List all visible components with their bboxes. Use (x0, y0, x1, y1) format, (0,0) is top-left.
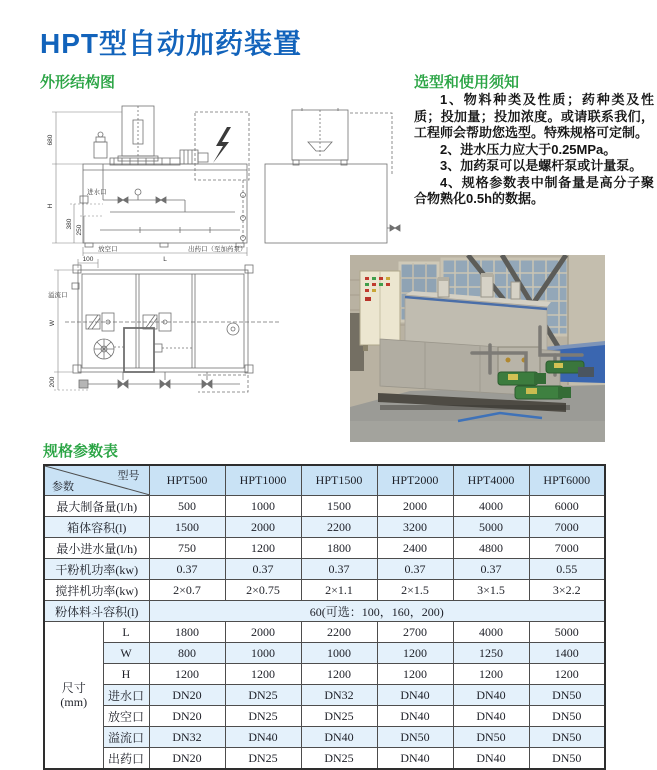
row-label: 干粉机功率(kw) (44, 559, 149, 580)
cell: DN40 (301, 727, 377, 748)
cell: DN25 (225, 685, 301, 706)
cell: 5000 (453, 517, 529, 538)
table-row (44, 538, 605, 559)
cell: 1000 (301, 643, 377, 664)
cell: DN40 (453, 685, 529, 706)
row-label: 放空口 (103, 706, 149, 727)
table-row (44, 727, 605, 748)
table-row (44, 517, 605, 538)
row-label: 进水口 (103, 685, 149, 706)
table-row (44, 685, 605, 706)
table-row (44, 580, 605, 601)
cell: 7000 (529, 517, 605, 538)
row-label: 最大制备量(l/h) (44, 496, 149, 517)
cell: 1800 (149, 622, 225, 643)
cell: 0.37 (301, 559, 377, 580)
cell: DN32 (149, 727, 225, 748)
cell: DN40 (225, 727, 301, 748)
table-row (44, 601, 605, 622)
cell: DN50 (377, 727, 453, 748)
cell: 500 (149, 496, 225, 517)
cell: 4000 (453, 622, 529, 643)
spec-table (43, 464, 606, 770)
table-row (44, 706, 605, 727)
row-label: H (103, 664, 149, 685)
cell: DN25 (225, 748, 301, 770)
cell: 1500 (149, 517, 225, 538)
row-label: L (103, 622, 149, 643)
cell: DN20 (149, 706, 225, 727)
dim-380-label: 380 (66, 218, 73, 230)
column-header: HPT500 (149, 465, 225, 496)
cell: 3×2.2 (529, 580, 605, 601)
row-label: 粉体料斗容积(l) (44, 601, 149, 622)
cell: 1200 (225, 664, 301, 685)
cell: 1500 (301, 496, 377, 517)
dimension-group-cell (44, 622, 103, 770)
dim-H-label: H (47, 203, 54, 209)
cell: 2000 (225, 517, 301, 538)
cell: DN40 (453, 706, 529, 727)
cell: 5000 (529, 622, 605, 643)
table-row (44, 664, 605, 685)
column-header: HPT4000 (453, 465, 529, 496)
cell: 1200 (453, 664, 529, 685)
cell: 2×1.5 (377, 580, 453, 601)
note-paragraph: 1、物料种类及性质；药种类及性质；投加量；投加浓度。或请联系我们，工程师会帮助您选型。特殊规格可定制。 (414, 92, 654, 140)
cell: 6000 (529, 496, 605, 517)
cell: 3×1.5 (453, 580, 529, 601)
cell: 0.37 (225, 559, 301, 580)
dim-200-label: 200 (49, 376, 56, 388)
table-corner-cell (44, 465, 149, 496)
equipment-photo (350, 255, 605, 442)
table-row (44, 496, 605, 517)
table-row (44, 643, 605, 664)
section-structure-heading: 外形结构图 (40, 74, 116, 91)
cell: 800 (149, 643, 225, 664)
row-label: 搅拌机功率(kw) (44, 580, 149, 601)
cell: 1250 (453, 643, 529, 664)
outlet-label: 出药口（至加药泵） (188, 246, 247, 253)
table-row (44, 622, 605, 643)
cell: 7000 (529, 538, 605, 559)
row-label: W (103, 643, 149, 664)
row-label: 最小进水量(l/h) (44, 538, 149, 559)
cell: 2×0.7 (149, 580, 225, 601)
dim-250-label: 250 (76, 224, 83, 236)
dim-680-label: 680 (47, 134, 54, 146)
cell: 0.37 (377, 559, 453, 580)
column-header: HPT2000 (377, 465, 453, 496)
cell: DN25 (301, 706, 377, 727)
table-row (44, 748, 605, 770)
cell: 1000 (225, 643, 301, 664)
cell: DN50 (529, 748, 605, 770)
cell: DN25 (301, 748, 377, 770)
dim-L-label: L (163, 256, 167, 263)
section-specs-heading: 规格参数表 (43, 443, 119, 460)
page-title: HPT型自动加药装置 (40, 28, 303, 59)
corner-param-label: 参数 (52, 481, 74, 493)
cell: DN25 (225, 706, 301, 727)
cell: 1200 (301, 664, 377, 685)
dim-100-label: 100 (82, 256, 94, 263)
cell: 750 (149, 538, 225, 559)
table-row (44, 559, 605, 580)
cell: DN50 (529, 685, 605, 706)
cell: DN40 (377, 706, 453, 727)
cell: 1200 (377, 664, 453, 685)
cell: 2×0.75 (225, 580, 301, 601)
cell: 3200 (377, 517, 453, 538)
cell: 4000 (453, 496, 529, 517)
cell: DN50 (529, 706, 605, 727)
drain-label: 放空口 (98, 246, 118, 253)
column-header: HPT1500 (301, 465, 377, 496)
cell: DN20 (149, 685, 225, 706)
column-header: HPT1000 (225, 465, 301, 496)
note-paragraph: 2、进水压力应大于0.25MPa。 (440, 141, 617, 157)
cell: 2200 (301, 517, 377, 538)
lightning-bolt-icon (213, 127, 231, 163)
note-paragraph: 3、加药泵可以是螺杆泵或计量泵。 (440, 158, 643, 173)
cell: 4800 (453, 538, 529, 559)
cell: 1400 (529, 643, 605, 664)
cell: 1200 (529, 664, 605, 685)
cell: 2×1.1 (301, 580, 377, 601)
cell: 2700 (377, 622, 453, 643)
note-paragraph: 4、规格参数表中制备量是高分子聚合物熟化0.5h的数据。 (414, 174, 654, 206)
cell: 1200 (377, 643, 453, 664)
row-label: 箱体容积(l) (44, 517, 149, 538)
cell: DN20 (149, 748, 225, 770)
dimension-group-unit: (mm) (60, 695, 88, 709)
cell: 2000 (225, 622, 301, 643)
dimension-group-label: 尺寸 (61, 681, 86, 695)
cell: 2200 (301, 622, 377, 643)
cell: 1200 (149, 664, 225, 685)
cell: DN32 (301, 685, 377, 706)
cell: 2400 (377, 538, 453, 559)
cell-span: 60(可选：100，160，200) (149, 601, 605, 622)
cell: 0.37 (149, 559, 225, 580)
row-label: 出药口 (103, 748, 149, 770)
plan-view-drawing (40, 256, 352, 445)
section-notes-heading: 选型和使用须知 (414, 74, 520, 91)
cell: 1000 (225, 496, 301, 517)
cell: DN40 (377, 685, 453, 706)
usage-notes (414, 92, 654, 208)
cell: 0.37 (453, 559, 529, 580)
cell: DN40 (377, 748, 453, 770)
dim-W-label: W (49, 319, 56, 327)
cell: DN40 (453, 748, 529, 770)
cell: 2000 (377, 496, 453, 517)
cell: 0.55 (529, 559, 605, 580)
column-header: HPT6000 (529, 465, 605, 496)
inlet-label: 进水口 (87, 189, 107, 196)
cell: DN50 (529, 727, 605, 748)
overflow-label: 溢流口 (48, 292, 68, 299)
cell: 1800 (301, 538, 377, 559)
row-label: 溢流口 (103, 727, 149, 748)
side-view-drawing (40, 100, 402, 264)
cell: 1200 (225, 538, 301, 559)
cell: DN50 (453, 727, 529, 748)
corner-model-label: 型号 (117, 470, 140, 482)
